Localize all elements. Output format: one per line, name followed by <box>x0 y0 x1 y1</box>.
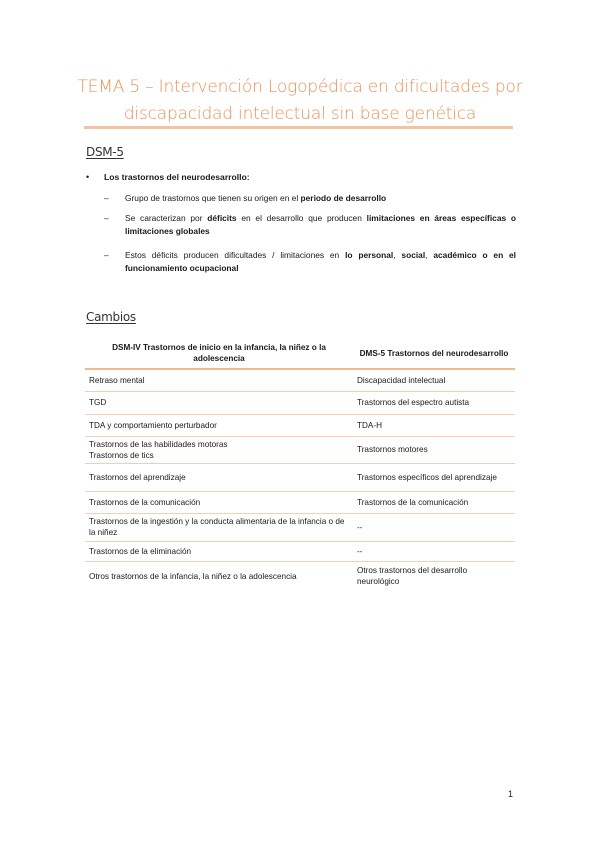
list-item <box>104 212 516 238</box>
table-cell: TGD <box>85 391 353 414</box>
table-row <box>85 369 515 391</box>
table-row <box>85 513 515 541</box>
table-cell <box>85 436 353 463</box>
table-cell: Trastornos motores <box>353 436 515 463</box>
bullet-icon: • <box>86 172 90 182</box>
list-item-text: Se caracterizan por déficits en el desarrollo que producen limitaciones en áreas específicas o limitaciones globales <box>125 213 517 236</box>
bullet-text: Los trastornos del neurodesarrollo: <box>104 172 250 182</box>
table-cell: Trastornos de la comunicación <box>85 491 353 513</box>
table-cell: Trastornos específicos del aprendizaje <box>353 463 515 491</box>
dash-icon: – <box>104 250 109 260</box>
title-line-2: discapacidad intelectual sin base genética <box>123 104 477 124</box>
table-cell: -- <box>353 541 515 561</box>
table-cell: -- <box>353 513 515 541</box>
table-cell: Otros trastornos del desarrollo neurológico <box>357 566 468 587</box>
table-row <box>85 391 515 414</box>
table-header-dsm5: DMS-5 Trastornos del neurodesarrollo <box>353 338 515 369</box>
list-item <box>104 249 516 275</box>
table-cell: Trastornos de la eliminación <box>85 541 353 561</box>
title-divider <box>84 126 513 129</box>
table-row <box>85 414 515 436</box>
table-header-row <box>85 338 515 369</box>
table-cell-line: Trastornos de las habilidades motoras <box>89 439 228 449</box>
table-cell: Retraso mental <box>85 369 353 391</box>
section-heading-dsm5: DSM-5 <box>86 145 124 159</box>
table-cell: TDA-H <box>353 414 515 436</box>
table-cell: Trastornos de la comunicación <box>353 491 515 513</box>
table-cell: TDA y comportamiento perturbador <box>85 414 353 436</box>
table-row <box>85 491 515 513</box>
table-cell: Trastornos del aprendizaje <box>85 463 353 491</box>
table-cell: Trastornos de la ingestión y la conducta alimentaria de la infancia o de la niñez <box>85 513 353 541</box>
section-heading-cambios: Cambios <box>86 310 136 324</box>
page-number: 1 <box>508 789 514 799</box>
table-row <box>85 463 515 491</box>
table-cell: Trastornos del espectro autista <box>353 391 515 414</box>
table-row <box>85 436 515 463</box>
table-header-dsm4: DSM-IV Trastornos de inicio en la infancia, la niñez o la adolescencia <box>85 338 353 369</box>
table-cell: Discapacidad intelectual <box>353 369 515 391</box>
table-cell: Otros trastornos de la infancia, la niñez o la adolescencia <box>89 571 297 581</box>
dash-icon: – <box>104 193 109 203</box>
dash-icon: – <box>104 213 109 223</box>
page-title <box>60 74 540 128</box>
list-item-text: Grupo de trastornos que tienen su origen en el periodo de desarrollo <box>125 193 387 203</box>
table-cell-line: Trastornos de tics <box>89 450 154 460</box>
title-line-1: TEMA 5 – Intervención Logopédica en dificultades por <box>77 77 523 97</box>
table-row <box>85 561 515 591</box>
table-row <box>85 541 515 561</box>
list-item <box>104 192 516 205</box>
list-item-text: Estos déficits producen dificultades / limitaciones en lo personal, social, académico o en el funcionamiento ocupacional <box>125 250 517 273</box>
changes-table <box>85 338 515 591</box>
